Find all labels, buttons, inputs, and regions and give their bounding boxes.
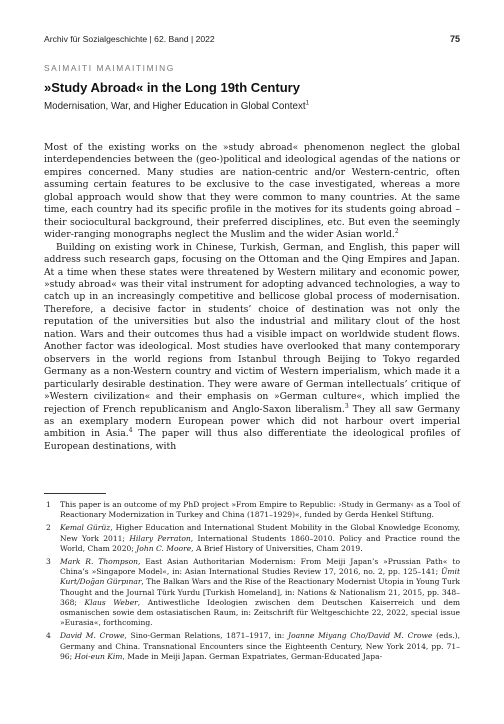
footnote-ref-3[interactable]: 3	[344, 402, 349, 410]
article-subtitle	[44, 101, 309, 112]
footnote-number: 4	[46, 631, 51, 641]
cited-author: Mark R. Thompson	[60, 557, 138, 567]
footnote-2	[44, 523, 460, 554]
footnote-number: 2	[46, 523, 51, 533]
paragraph-1-text: Most of the existing works on the »study abroad« phenomenon neglect the global interdependencies between the (geo-)political and ideological agendas of the nations or empires concerned. Many studies are nation-centric and/or Western-centric, often assuming certain features to be exclusive to the case investigated, whereas a more global approach would show that they were common to many countries. At the same time, each country had its specific profile in the motives for its students going abroad – their sociocultural background, their preferred disciplines, etc. But even the seemingly wider-ranging monographs neglect the Muslim and the wider Asian world.	[44, 142, 460, 241]
paragraph-2-text-c: The paper will thus also differentiate the ideological profiles of European destinations, with	[44, 428, 461, 452]
footnote-4	[44, 631, 460, 662]
paragraph-2-text-a: Building on existing work in Chinese, Turkish, German, and English, this paper will address such research gaps, focusing on the Ottoman and the Qing Empires and Japan. At a time when these states were threatened by Western military and economic power, »study abroad« was their vital instrument for adopting advanced technologies, a way to catch up in an increasingly competitive and bellicose global process of modernisation. Therefore, a decisive factor in students’ choice of destination was not only the reputation of the universities but also the industrial and military clout of the host nation. Wars and their outcomes thus had a visible impact on worldwide student flows. Another factor was ideological. Most studies have overlooked that many contemporary observers in the world regions from Istanbul through Beijing to Tokyo regarded Germany as a non-Western country and victim of Western imperialism, which made it a particularly desirable destination. They were aware of German intellectuals’ critique of »Western civilization« and their emphasis on »German culture«, which implied the rejection of French republicanism and Anglo-Saxon liberalism.	[44, 241, 460, 415]
footnote-ref-2[interactable]: 2	[394, 228, 399, 236]
cited-author: Ümit Kurt/Doğan Gürpınar	[60, 567, 460, 587]
footnote-ref-4[interactable]: 4	[128, 427, 133, 435]
footnote-3	[44, 557, 460, 628]
cited-author: Hoi-eun Kim	[74, 651, 123, 661]
citation-text: , The Balkan Wars and the Rise of the Reactionary Modernist Utopia in Young Turk Thought and the Journal Türk Yurdu [Turkish Homeland], in: Nations & Nationalism 21, 2015, pp. 348–368;	[60, 577, 460, 607]
page-number: 75	[449, 34, 460, 44]
footnote-text: This paper is an outcome of my PhD project »From Empire to Republic: ›Study in Germany‹ as a Tool of Reactionary Modernization in Turkey and China (1871–1929)«, funded by Gerda Henkel Stiftung.	[60, 500, 460, 520]
cited-author: Joanne Miyang Cho/David M. Crowe	[288, 631, 433, 641]
cited-author: David M. Crowe	[60, 631, 125, 641]
citation-text: (eds.), Germany and China. Transnational Encounters since the Eighteenth Century, New York 2014, pp. 71–96;	[60, 631, 460, 661]
paragraph-2	[44, 242, 460, 454]
running-head	[44, 34, 460, 44]
author-name: SAIMAITI MAIMAITIMING	[44, 63, 175, 73]
citation-text: , Made in Meiji Japan. German Expatriates, German-Educated Japa-	[122, 651, 383, 661]
citation-text: , International Students 1860–2010. Policy and Practice round the World, Cham 2020;	[60, 533, 460, 553]
footnote-divider	[44, 493, 106, 494]
footnote-ref-1[interactable]: 1	[305, 100, 309, 107]
citation-text: , Antiwestliche Ideologien zwischen dem Deutschen Kaiserreich und dem osmanischen sowie dem ostasiatischen Raum, in: Zeitschrift für Weltgeschichte 22, 2022, special issue »Eurasia«, forthcoming.	[60, 597, 460, 628]
article-title: »Study Abroad« in the Long 19th Century	[44, 80, 300, 95]
paragraph-2-text-b: They all saw Germany as an exemplary modern European power which did not harbour overt imperial ambition in Asia.	[44, 403, 461, 440]
citation-text: , East Asian Authoritarian Modernism: From Meiji Japan’s »Prussian Path« to China’s »Singapore Model«, in: Asian International Studies Review 17, 2016, no. 2, pp. 125–141;	[60, 557, 460, 577]
paragraph-1	[44, 142, 460, 242]
cited-author: Klaus Weber	[84, 597, 138, 607]
body-text	[44, 142, 460, 453]
citation-text: , Higher Education and International Student Mobility in the Global Knowledge Economy, New York 2011;	[60, 523, 460, 543]
citation-text: , Sino-German Relations, 1871–1917, in:	[124, 631, 289, 641]
footnote-1	[44, 500, 460, 520]
cited-author: John C. Moore	[136, 543, 192, 553]
footnote-number: 3	[46, 557, 51, 567]
citation-text: , A Brief History of Universities, Cham 2019.	[191, 543, 363, 553]
footnote-number: 1	[46, 500, 51, 509]
footnotes	[44, 500, 460, 665]
journal-title: Archiv für Sozialgeschichte | 62. Band | 2022	[44, 34, 215, 44]
subtitle-text: Modernisation, War, and Higher Education in Global Context	[44, 101, 306, 112]
cited-author: Hilary Perraton	[129, 533, 191, 543]
cited-author: Kemal Gürüz	[60, 523, 111, 533]
